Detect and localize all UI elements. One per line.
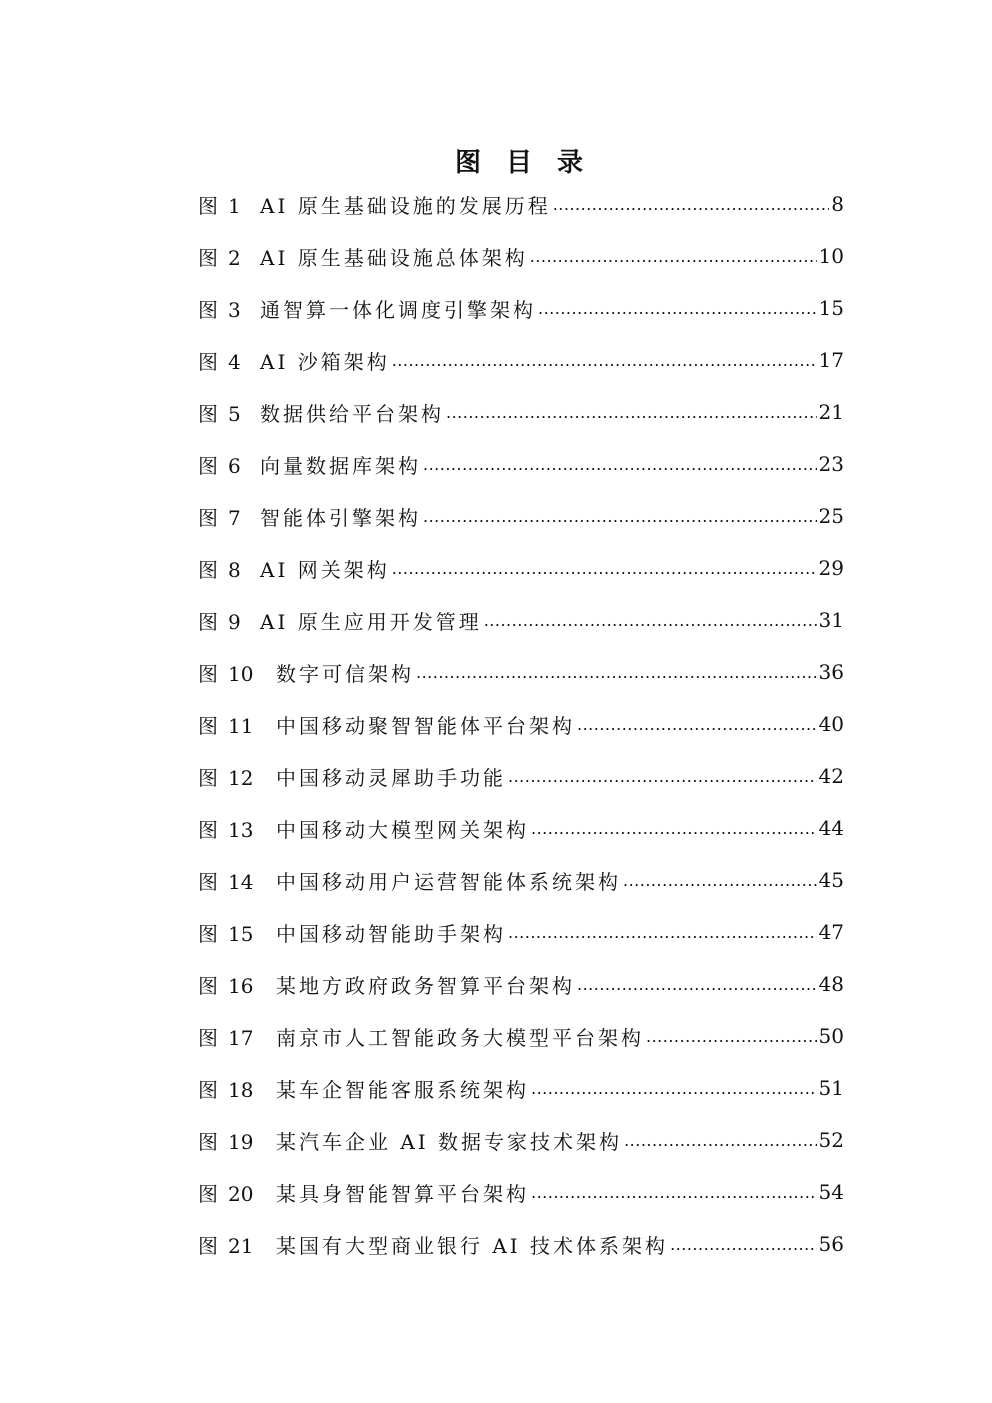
figure-label bbox=[198, 814, 276, 843]
figure-title: 中国移动大模型网关架构 bbox=[276, 817, 529, 842]
toc-entry[interactable] bbox=[198, 334, 844, 386]
page-number: 47 bbox=[818, 920, 844, 944]
figure-title: 某国有大型商业银行 AI 技术体系架构 bbox=[276, 1233, 669, 1258]
figure-label bbox=[198, 346, 260, 375]
page-number: 15 bbox=[818, 296, 844, 320]
page-number: 29 bbox=[818, 556, 844, 580]
figure-word: 图 bbox=[198, 1181, 218, 1206]
figure-label bbox=[198, 762, 276, 791]
figure-word: 图 bbox=[198, 505, 218, 530]
toc-entry[interactable] bbox=[198, 698, 844, 750]
page-number: 44 bbox=[818, 816, 844, 840]
toc-entry[interactable] bbox=[198, 1114, 844, 1166]
figure-title: 智能体引擎架构 bbox=[260, 505, 421, 530]
page-number: 8 bbox=[831, 192, 844, 216]
figure-title: 某汽车企业 AI 数据专家技术架构 bbox=[276, 1129, 623, 1154]
figure-list bbox=[198, 178, 844, 1270]
page-number: 48 bbox=[818, 972, 844, 996]
figure-number: 20 bbox=[228, 1181, 254, 1206]
figure-label bbox=[198, 554, 260, 583]
figure-label bbox=[198, 450, 260, 479]
page-number: 45 bbox=[818, 868, 844, 892]
page-number: 42 bbox=[818, 764, 844, 788]
figure-number: 5 bbox=[228, 401, 241, 426]
toc-entry[interactable] bbox=[198, 906, 844, 958]
figure-label bbox=[198, 970, 276, 999]
figure-title: 中国移动用户运营智能体系统架构 bbox=[276, 869, 621, 894]
figure-number: 6 bbox=[228, 453, 241, 478]
dot-leader bbox=[531, 816, 817, 840]
toc-entry[interactable] bbox=[198, 1062, 844, 1114]
dot-leader bbox=[624, 1128, 816, 1152]
figure-title: 数据供给平台架构 bbox=[260, 401, 444, 426]
toc-entry[interactable] bbox=[198, 438, 844, 490]
figure-word: 图 bbox=[198, 1077, 218, 1102]
page-number: 40 bbox=[818, 712, 844, 736]
dot-leader bbox=[646, 1024, 817, 1048]
dot-leader bbox=[623, 868, 817, 892]
figure-word: 图 bbox=[198, 557, 218, 582]
figure-word: 图 bbox=[198, 1233, 218, 1258]
dot-leader bbox=[508, 764, 817, 788]
toc-entry[interactable] bbox=[198, 386, 844, 438]
figure-label bbox=[198, 1230, 276, 1259]
figure-label bbox=[198, 294, 260, 323]
figure-number: 4 bbox=[228, 349, 241, 374]
figure-label bbox=[198, 658, 276, 687]
dot-leader bbox=[531, 1180, 817, 1204]
figure-label bbox=[198, 1126, 276, 1155]
toc-entry[interactable] bbox=[198, 1218, 844, 1270]
figure-word: 图 bbox=[198, 401, 218, 426]
page-number: 36 bbox=[818, 660, 844, 684]
figure-number: 13 bbox=[228, 817, 254, 842]
page-number: 51 bbox=[818, 1076, 844, 1100]
figure-number: 10 bbox=[228, 661, 254, 686]
figure-label bbox=[198, 502, 260, 531]
figure-word: 图 bbox=[198, 609, 218, 634]
page-number: 50 bbox=[818, 1024, 844, 1048]
figure-title: AI 网关架构 bbox=[260, 557, 390, 582]
figure-number: 12 bbox=[228, 765, 254, 790]
figure-number: 9 bbox=[228, 609, 241, 634]
figure-title: 数字可信架构 bbox=[276, 661, 414, 686]
figure-number: 15 bbox=[228, 921, 254, 946]
toc-entry[interactable] bbox=[198, 802, 844, 854]
page-title: 图 目 录 bbox=[454, 148, 592, 179]
dot-leader bbox=[416, 660, 817, 684]
figure-title: 某地方政府政务智算平台架构 bbox=[276, 973, 575, 998]
figure-number: 14 bbox=[228, 869, 254, 894]
figure-number: 21 bbox=[228, 1233, 254, 1258]
figure-title: 中国移动智能助手架构 bbox=[276, 921, 506, 946]
figure-word: 图 bbox=[198, 765, 218, 790]
toc-entry[interactable] bbox=[198, 230, 844, 282]
dot-leader bbox=[577, 972, 817, 996]
figure-word: 图 bbox=[198, 973, 218, 998]
dot-leader bbox=[538, 296, 817, 320]
figure-label bbox=[198, 242, 260, 271]
dot-leader bbox=[508, 920, 817, 944]
figure-number: 2 bbox=[228, 245, 241, 270]
page-number: 52 bbox=[818, 1128, 844, 1152]
figure-word: 图 bbox=[198, 193, 218, 218]
figure-word: 图 bbox=[198, 713, 218, 738]
figure-word: 图 bbox=[198, 869, 218, 894]
figure-label bbox=[198, 1074, 276, 1103]
figure-title: 南京市人工智能政务大模型平台架构 bbox=[276, 1025, 644, 1050]
figure-title: AI 原生基础设施总体架构 bbox=[260, 245, 528, 270]
toc-entry[interactable] bbox=[198, 854, 844, 906]
figure-title: AI 原生应用开发管理 bbox=[260, 609, 482, 634]
figure-title: 通智算一体化调度引擎架构 bbox=[260, 297, 536, 322]
figure-word: 图 bbox=[198, 921, 218, 946]
figure-number: 8 bbox=[228, 557, 241, 582]
figure-label bbox=[198, 190, 260, 219]
figure-title: 向量数据库架构 bbox=[260, 453, 421, 478]
figure-title: AI 沙箱架构 bbox=[260, 349, 390, 374]
toc-entry[interactable] bbox=[198, 178, 844, 230]
figure-label bbox=[198, 1022, 276, 1051]
figure-title: 某车企智能客服系统架构 bbox=[276, 1077, 529, 1102]
dot-leader bbox=[531, 1076, 817, 1100]
dot-leader bbox=[577, 712, 817, 736]
figure-label bbox=[198, 606, 260, 635]
dot-leader bbox=[446, 400, 817, 424]
figure-number: 18 bbox=[228, 1077, 254, 1102]
figure-label bbox=[198, 398, 260, 427]
page-number: 23 bbox=[818, 452, 844, 476]
page-number: 10 bbox=[818, 244, 844, 268]
toc-entry[interactable] bbox=[198, 594, 844, 646]
figure-word: 图 bbox=[198, 661, 218, 686]
figure-word: 图 bbox=[198, 245, 218, 270]
dot-leader bbox=[392, 556, 817, 580]
dot-leader bbox=[423, 452, 817, 476]
page-number: 25 bbox=[818, 504, 844, 528]
figure-label bbox=[198, 918, 276, 947]
figure-number: 3 bbox=[228, 297, 241, 322]
figure-word: 图 bbox=[198, 297, 218, 322]
figure-label bbox=[198, 866, 276, 895]
dot-leader bbox=[392, 348, 817, 372]
figure-number: 16 bbox=[228, 973, 254, 998]
page-number: 54 bbox=[818, 1180, 844, 1204]
page-number: 31 bbox=[818, 608, 844, 632]
toc-entry[interactable] bbox=[198, 958, 844, 1010]
figure-word: 图 bbox=[198, 453, 218, 478]
dot-leader bbox=[670, 1232, 816, 1256]
page-number: 56 bbox=[818, 1232, 844, 1256]
dot-leader bbox=[530, 244, 817, 268]
figure-number: 7 bbox=[228, 505, 241, 530]
figure-number: 1 bbox=[228, 193, 241, 218]
figure-title: 中国移动聚智智能体平台架构 bbox=[276, 713, 575, 738]
figure-label bbox=[198, 710, 276, 739]
toc-entry[interactable] bbox=[198, 282, 844, 334]
figure-number: 19 bbox=[228, 1129, 254, 1154]
figure-word: 图 bbox=[198, 1129, 218, 1154]
figure-number: 17 bbox=[228, 1025, 254, 1050]
figure-number: 11 bbox=[228, 713, 254, 738]
figure-word: 图 bbox=[198, 1025, 218, 1050]
figure-word: 图 bbox=[198, 817, 218, 842]
page-number: 21 bbox=[818, 400, 844, 424]
page-number: 17 bbox=[818, 348, 844, 372]
toc-entry[interactable] bbox=[198, 542, 844, 594]
figure-label bbox=[198, 1178, 276, 1207]
toc-entry[interactable] bbox=[198, 490, 844, 542]
figure-word: 图 bbox=[198, 349, 218, 374]
toc-entry[interactable] bbox=[198, 1010, 844, 1062]
dot-leader bbox=[484, 608, 817, 632]
toc-entry[interactable] bbox=[198, 1166, 844, 1218]
figure-title: AI 原生基础设施的发展历程 bbox=[260, 193, 551, 218]
dot-leader bbox=[553, 192, 830, 216]
figure-title: 中国移动灵犀助手功能 bbox=[276, 765, 506, 790]
figure-title: 某具身智能智算平台架构 bbox=[276, 1181, 529, 1206]
toc-entry[interactable] bbox=[198, 646, 844, 698]
toc-entry[interactable] bbox=[198, 750, 844, 802]
dot-leader bbox=[423, 504, 817, 528]
